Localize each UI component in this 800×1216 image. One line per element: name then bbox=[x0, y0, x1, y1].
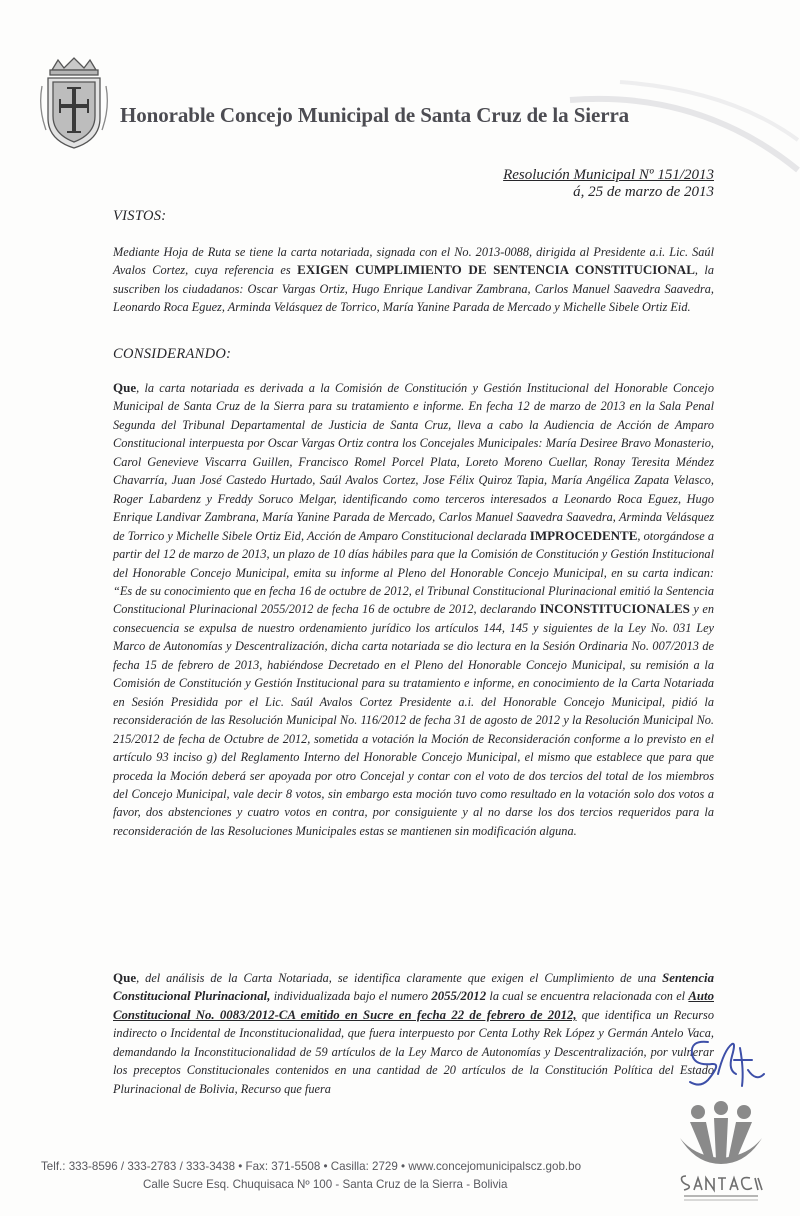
inconstitucionales-term: INCONSTITUCIONALES bbox=[539, 601, 690, 617]
footer-contact-line: Telf.: 333-8596 / 333-2783 / 333-3438 • Fax: 371-5508 • Casilla: 2729 • www.concejomunicipalscz.gob.bo bbox=[41, 1160, 582, 1173]
considerando-text-1c: y en consecuencia se expulsa de nuestro ordenamiento jurídico los artículos 144, 145 y siguientes de la Ley No. 031 Ley Marco de Autonomías y Descentralización, dicha carta notariada se dio lectura en la Sesión Ordinaria No. 007/2013 de fecha 15 de febrero de 2013, habiéndose Decretado en el Pleno del Honorable Concejo Municipal, su remisión a la Comisión de Constitución y Gestión Institucional para su tratamiento e informe, en conocimiento de la Carta Notariada en Sesión Presidida por el Lic. Saúl Avalos Cortez Presidente a.i. del Honorable Concejo Municipal, pidió la reconsideración de las Resolución Municipal No. 116/2012 de fecha 31 de agosto de 2012 y la Resolución Municipal No. 215/2012 de fecha de Octubre de 2012, sometida a votación la Moción de Reconsideración conforme a lo previsto en el artículo 93 inciso g) del Reglamento Interno del Honorable Concejo Municipal, el mismo que establece que para que proceda la Moción deberá ser apoyada por otro Concejal y contar con el voto de dos tercios del total de los miembros del Concejo Municipal, vale decir 8 votos, sin embargo esta moción tuvo como resultado en la votación solo dos votos a favor, dos abstenciones y cuatro votos en contra, por consiguiente y al no darse los dos tercios requeridos para la reconsideración de las Resoluciones Municipales estas se mantienen sin modificación alguna. bbox=[113, 602, 715, 838]
improcedente-term: IMPROCEDENTE bbox=[529, 527, 638, 543]
que-lead-2: Que bbox=[113, 970, 137, 985]
considerando-paragraph-1 bbox=[113, 379, 714, 840]
considerando-heading: CONSIDERANDO: bbox=[113, 346, 232, 362]
auto-constitucional-reference: Auto Constitucional No. 0083/2012-CA emitido en Sucre en fecha 22 de febrero de 2012, bbox=[113, 989, 714, 1022]
vistos-paragraph bbox=[113, 243, 714, 317]
considerando-text-1a: , la carta notariada es derivada a la Comisión de Constitución y Gestión Institucional del Honorable Concejo Municipal de Santa Cruz de la Sierra para su tratamiento e informe. En fecha 12 de marzo de 2013 en la Sala Penal Segunda del Tribunal Departamental de Justicia de Santa Cruz, lleva a cabo la Audiencia de Acción de Amparo Constitucional interpuesta por Oscar Vargas Ortiz contra los Concejales Municipales: María Desiree Bravo Monasterio, Carol Genevieve Viscarra Guillen, Francisco Romel Porcel Plata, Loreto Moreno Cuellar, Ronay Teresita Méndez Chavarría, Juan José Castedo Hurtado, Saúl Avalos Cortez, Jose Félix Quiroz Tapia, María Angélica Zapata Velasco, Roger Labardenz y Freddy Soruco Melgar, identificando como terceros interesados a Leonardo Roca Eguez, Hugo Enrique Landivar Zambrana, María Yanine Parada de Mercado, Carlos Manuel Saavedra Saavedra, Arminda Velásquez de Torrico y Michelle Sibele Ortiz Eid, Acción de Amparo Constitucional declarada bbox=[113, 381, 714, 543]
footer-address-line: Calle Sucre Esq. Chuquisaca Nº 100 - Santa Cruz de la Sierra - Bolivia bbox=[143, 1178, 508, 1191]
sentencia-number: 2055/2012 bbox=[431, 989, 487, 1004]
considerando-text-2b: individualizada bajo el numero bbox=[270, 989, 432, 1004]
considerando-text-2d: que identifica un Recurso indirecto o Incidental de Inconstitucionalidad, que fuera interpuesto por Centa Lothy Rek López y Germán Antelo Vaca, demandando la Inconstitucionalidad de 59 artículos de la Ley Marco de Autonomías y Descentralización, por vulnerar los preceptos Constitucionales contenidos en una cantidad de 20 artículos de la Constitución Política del Estado Plurinacional de Bolivia, Recurso que fuera bbox=[113, 1007, 714, 1096]
vistos-signatories: , la suscriben los ciudadanos: Oscar Vargas Ortiz, Hugo Enrique Landivar Zambrana, Carlos Manuel Saavedra Saavedra, Leonardo Roca Eguez, Arminda Velásquez de Torrico, María Yanine Parada de Mercado y Michelle Sibele Ortiz Eid. bbox=[113, 263, 714, 315]
vistos-reference: EXIGEN CUMPLIMIENTO DE SENTENCIA CONSTITUCIONAL bbox=[297, 262, 695, 278]
santa-cruz-logo bbox=[676, 1098, 766, 1204]
considerando-text-2c: la cual se encuentra relacionada con el bbox=[486, 989, 689, 1004]
vistos-heading: VISTOS: bbox=[113, 208, 167, 224]
resolution-date: á, 25 de marzo de 2013 bbox=[573, 184, 714, 200]
sentencia-term: Sentencia Constitucional Plurinacional, bbox=[113, 971, 714, 1004]
considerando-paragraph-2 bbox=[113, 969, 714, 1098]
vistos-text: Mediante Hoja de Ruta se tiene la carta notariada, signada con el No. 2013-0088, dirigida al Presidente a.i. Lic. Saúl Avalos Cortez, cuya referencia es bbox=[113, 245, 714, 278]
que-lead-1: Que bbox=[113, 380, 137, 395]
handwritten-signature bbox=[678, 1030, 768, 1100]
coat-of-arms-icon bbox=[36, 56, 112, 152]
resolution-number: Resolución Municipal Nº 151/2013 bbox=[503, 167, 714, 183]
council-name: Honorable Concejo Municipal de Santa Cruz de la Sierra bbox=[120, 103, 630, 127]
considerando-text-2a: , del análisis de la Carta Notariada, se identifica claramente que exigen el Cumplimiento de una bbox=[136, 971, 663, 985]
considerando-text-1b: , otorgándose a partir del 12 de marzo de 2013, un plazo de 10 días hábiles para que la Comisión de Constitución y Gestión Institucional del Honorable Concejo Municipal, emita su informe al Pleno del Honorable Concejo Municipal, en su carta indican: “Es de su conocimiento que en fecha 16 de octubre de 2012, el Tribunal Constitucional Plurinacional emitió la Sentencia Constitucional Plurinacional 2055/2012 de fecha 16 de octubre de 2012, declarando bbox=[113, 528, 714, 617]
